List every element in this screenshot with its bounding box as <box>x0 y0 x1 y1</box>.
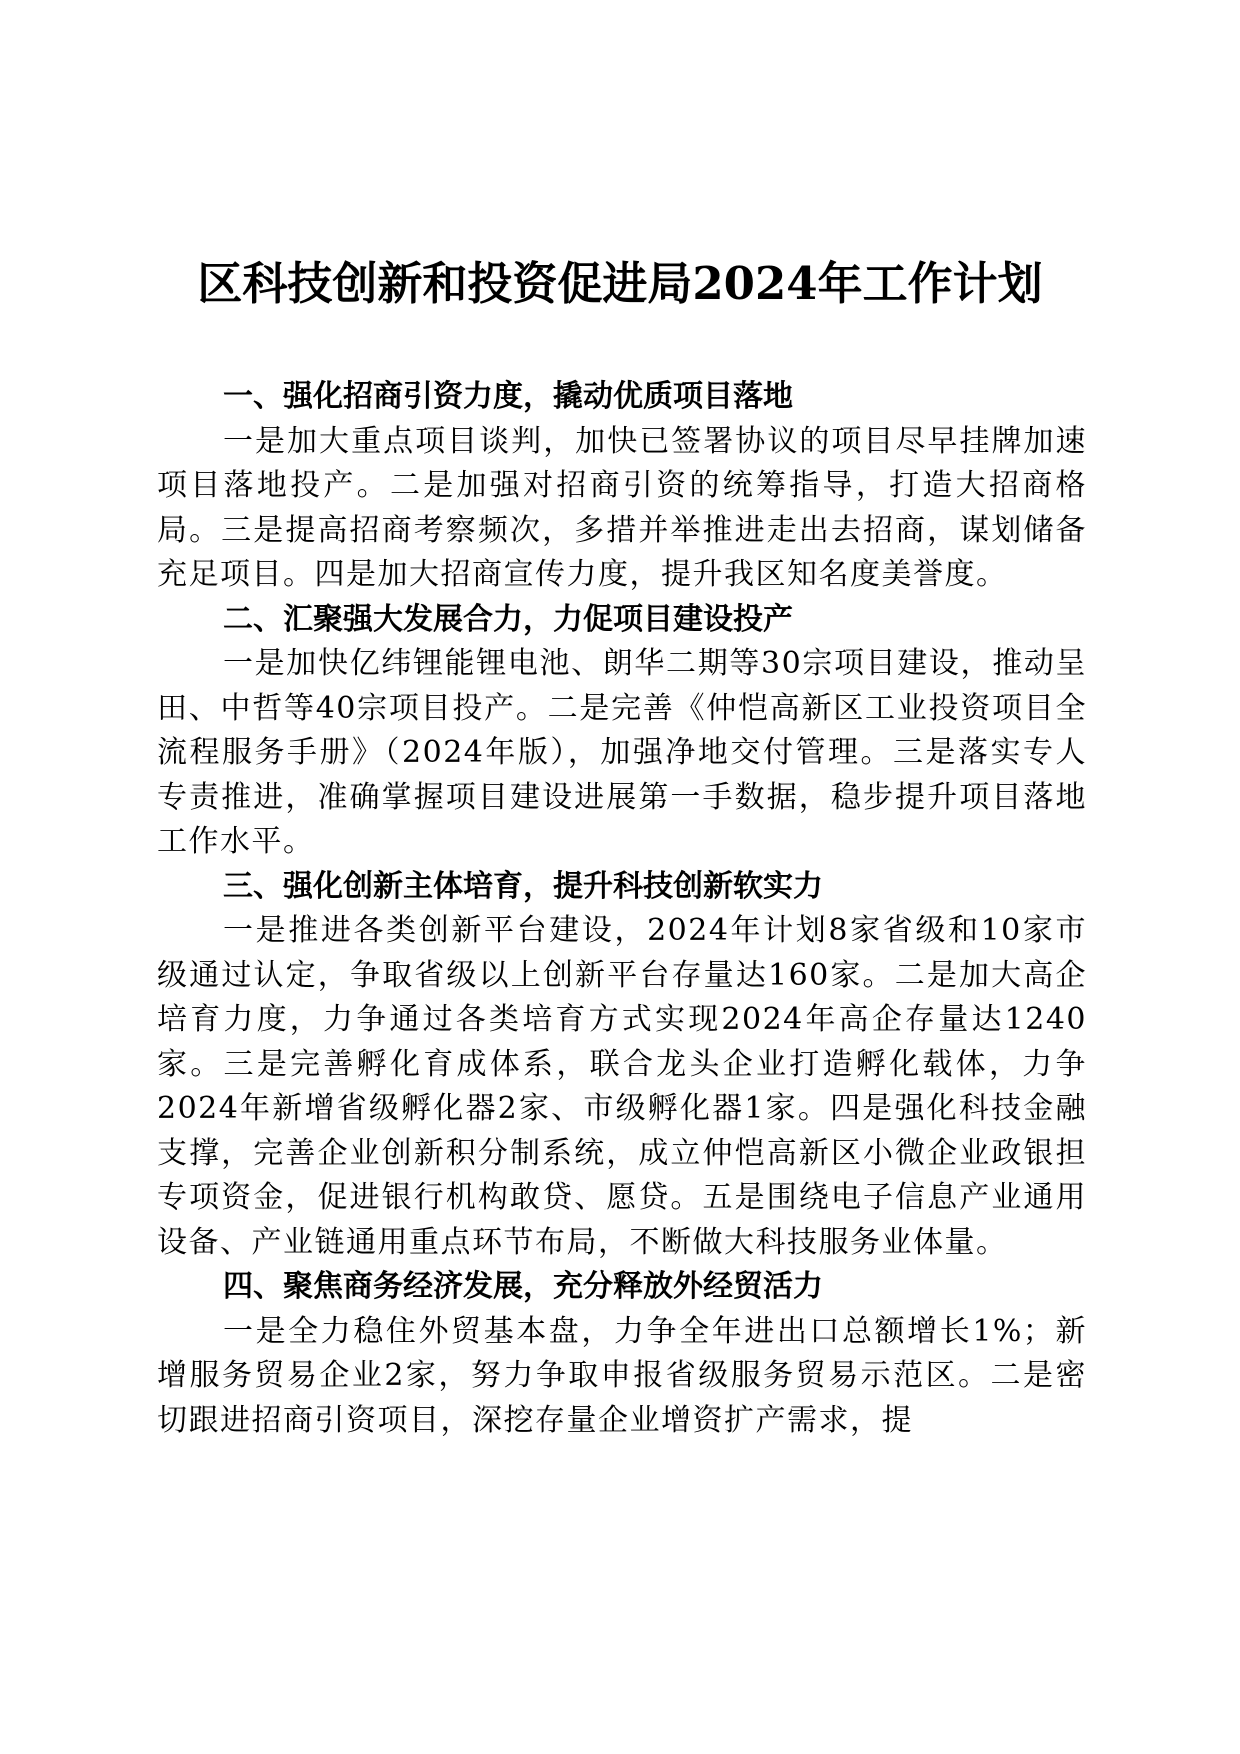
section-3 <box>157 865 1087 1266</box>
section-2 <box>157 598 1087 865</box>
section-heading: 一、强化招商引资力度，撬动优质项目落地 <box>223 379 793 414</box>
document-title: 区科技创新和投资促进局2024年工作计划 <box>197 257 1043 310</box>
document-content <box>157 375 1087 1443</box>
section-paragraph: 一是推进各类创新平台建设，2024年计划8家省级和10家市级通过认定，争取省级以上创新平台存量达160家。二是加大高企培育力度，力争通过各类培育方式实现2024年高企存量达1240家。三是完善孵化育成体系，联合龙头企业打造孵化载体，力争2024年新增省级孵化器2家、市级孵化器1家。四是强化科技金融支撑，完善企业创新积分制系统，成立仲恺高新区小微企业政银担专项资金，促进银行机构敢贷、愿贷。五是围绕电子信息产业通用设备、产业链通用重点环节布局，不断做大科技服务业体量。 <box>157 913 1087 1260</box>
section-4 <box>157 1265 1087 1443</box>
section-heading: 四、聚焦商务经济发展，充分释放外经贸活力 <box>223 1269 823 1304</box>
section-heading: 二、汇聚强大发展合力，力促项目建设投产 <box>223 601 793 637</box>
section-1 <box>157 375 1087 598</box>
section-paragraph: 一是加大重点项目谈判，加快已签署协议的项目尽早挂牌加速项目落地投产。二是加强对招商引资的统筹指导，打造大招商格局。三是提高招商考察频次，多措并举推进走出去招商，谋划储备充足项目。四是加大招商宣传力度，提升我区知名度美誉度。 <box>157 423 1087 592</box>
section-paragraph: 一是加快亿纬锂能锂电池、朗华二期等30宗项目建设，推动呈田、中哲等40宗项目投产。二是完善《仲恺高新区工业投资项目全流程服务手册》（2024年版），加强净地交付管理。三是落实专人专责推进，准确掌握项目建设进展第一手数据，稳步提升项目落地工作水平。 <box>157 646 1087 859</box>
section-heading: 三、强化创新主体培育，提升科技创新软实力 <box>223 868 823 904</box>
section-paragraph: 一是全力稳住外贸基本盘，力争全年进出口总额增长1%；新增服务贸易企业2家，努力争取申报省级服务贸易示范区。二是密切跟进招商引资项目，深挖存量企业增资扩产需求，提 <box>157 1313 1087 1438</box>
